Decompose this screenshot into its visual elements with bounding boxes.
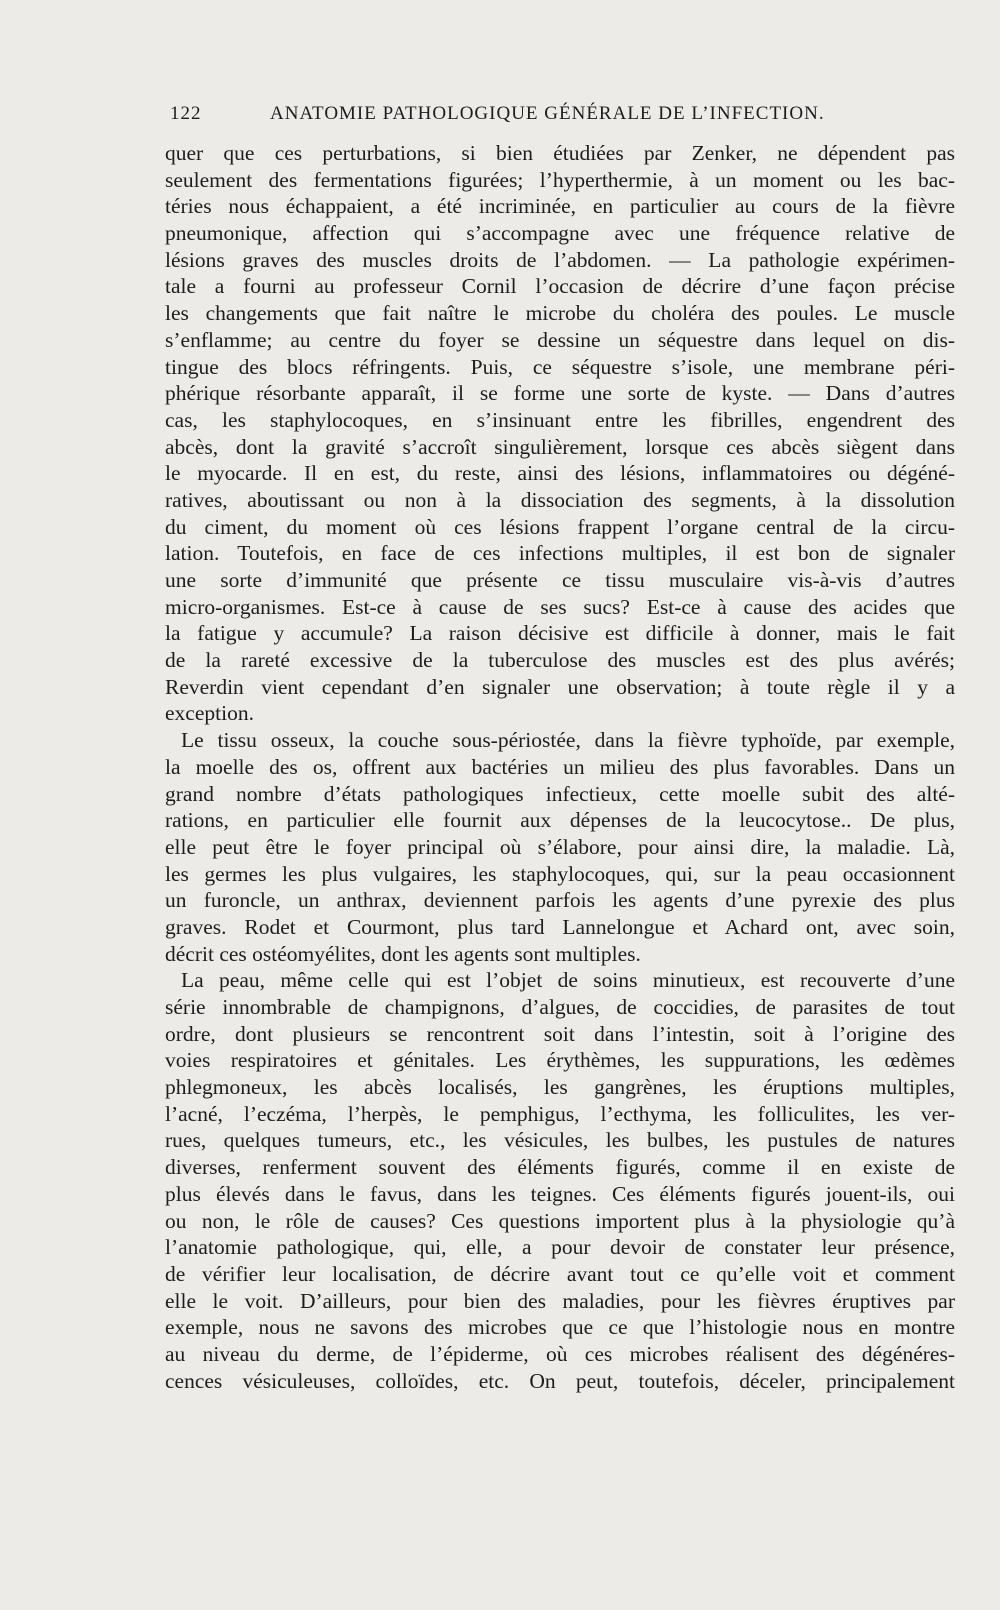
text-line: elle le voit. D’ailleurs, pour bien des maladies, pour les fièvres éruptives par bbox=[165, 1288, 955, 1313]
text-line: rations, en particulier elle fournit aux dépenses de la leucocytose.. De plus, bbox=[165, 808, 955, 833]
text-line: de vérifier leur localisation, de décrire avant tout ce qu’elle voit et comment bbox=[165, 1261, 955, 1286]
text-line: grand nombre d’états pathologiques infectieux, cette moelle subit des alté- bbox=[165, 781, 955, 806]
text-line: ou non, le rôle de causes? Ces questions importent plus à la physiologie qu’à bbox=[165, 1208, 955, 1233]
text-line: ratives, aboutissant ou non à la dissociation des segments, à la dissolution bbox=[165, 487, 955, 512]
text-line: diverses, renferment souvent des éléments figurés, comme il en existe de bbox=[165, 1155, 955, 1180]
text-line: l’anatomie pathologique, qui, elle, a pour devoir de constater leur présence, bbox=[165, 1235, 955, 1260]
text-line: téries nous échappaient, a été incriminée, en particulier au cours de la fièvre bbox=[165, 194, 955, 219]
text-line: l’acné, l’eczéma, l’herpès, le pemphigus, l’ecthyma, les folliculites, les ver- bbox=[165, 1101, 955, 1126]
text-line: abcès, dont la gravité s’accroît singulièrement, lorsque ces abcès siègent dans bbox=[165, 434, 955, 459]
text-line: un furoncle, un anthrax, deviennent parfois les agents d’une pyrexie des plus bbox=[165, 888, 955, 913]
text-line: ordre, dont plusieurs se rencontrent soit dans l’intestin, soit à l’origine des bbox=[165, 1021, 955, 1046]
text-line: le myocarde. Il en est, du reste, ainsi des lésions, inflammatoires ou dégéné- bbox=[165, 461, 955, 486]
text-line: micro-organismes. Est-ce à cause de ses sucs? Est-ce à cause des acides que bbox=[165, 594, 955, 619]
text-line: de la rareté excessive de la tuberculose des muscles est des plus avérés; bbox=[165, 648, 955, 673]
running-title: ANATOMIE PATHOLOGIQUE GÉNÉRALE DE L’INFECTION. bbox=[270, 103, 825, 124]
text-line: la fatigue y accumule? La raison décisive est difficile à donner, mais le fait bbox=[165, 621, 955, 646]
text-line: les changements que fait naître le microbe du choléra des poules. Le muscle bbox=[165, 301, 955, 326]
text-line: plus élevés dans le favus, dans les teignes. Ces éléments figurés jouent-ils, oui bbox=[165, 1181, 955, 1206]
text-line: décrit ces ostéomyélites, dont les agents sont multiples. bbox=[165, 941, 641, 966]
text-line: au niveau du derme, de l’épiderme, où ces microbes réalisent des dégénéres- bbox=[165, 1341, 955, 1366]
text-line: tingue des blocs réfringents. Puis, ce séquestre s’isole, une membrane péri- bbox=[165, 354, 955, 379]
text-line: graves. Rodet et Courmont, plus tard Lannelongue et Achard ont, avec soin, bbox=[165, 914, 955, 939]
text-line: tale a fourni au professeur Cornil l’occasion de décrire d’une façon précise bbox=[165, 274, 955, 299]
page-number: 122 bbox=[170, 103, 202, 124]
text-line: les germes les plus vulgaires, les staphylocoques, qui, sur la peau occasionnent bbox=[165, 861, 955, 886]
text-line: cas, les staphylocoques, en s’insinuant entre les fibrilles, engendrent des bbox=[165, 407, 955, 432]
text-line: lésions graves des muscles droits de l’abdomen. — La pathologie expérimen- bbox=[165, 247, 955, 272]
text-line: phlegmoneux, les abcès localisés, les gangrènes, les éruptions multiples, bbox=[165, 1075, 955, 1100]
text-line: du ciment, du moment où ces lésions frappent l’organe central de la circu- bbox=[165, 514, 955, 539]
text-line: seulement des fermentations figurées; l’hyperthermie, à un moment ou les bac- bbox=[165, 167, 955, 192]
text-line: Le tissu osseux, la couche sous-périostée, dans la fièvre typhoïde, par exemple, bbox=[181, 728, 955, 753]
page-header bbox=[170, 103, 960, 125]
text-line: exemple, nous ne savons des microbes que ce que l’histologie nous en montre bbox=[165, 1315, 955, 1340]
text-line: cences vésiculeuses, colloïdes, etc. On peut, toutefois, déceler, principalement bbox=[165, 1368, 955, 1393]
text-line: pneumonique, affection qui s’accompagne avec une fréquence relative de bbox=[165, 221, 955, 246]
text-line: phérique résorbante apparaît, il se forme une sorte de kyste. — Dans d’autres bbox=[165, 381, 955, 406]
text-line: s’enflamme; au centre du foyer se dessine un séquestre dans lequel on dis- bbox=[165, 327, 955, 352]
body-text bbox=[165, 140, 955, 1394]
text-line: série innombrable de champignons, d’algues, de coccidies, de parasites de tout bbox=[165, 995, 955, 1019]
text-line: La peau, même celle qui est l’objet de soins minutieux, est recouverte d’une bbox=[181, 968, 955, 993]
text-line: quer que ces perturbations, si bien étudiées par Zenker, ne dépendent pas bbox=[165, 141, 955, 165]
text-line: elle peut être le foyer principal où s’élabore, pour ainsi dire, la maladie. Là, bbox=[165, 834, 955, 859]
text-line: lation. Toutefois, en face de ces infections multiples, il est bon de signaler bbox=[165, 541, 955, 566]
text-line: voies respiratoires et génitales. Les érythèmes, les suppurations, les œdèmes bbox=[165, 1048, 955, 1073]
text-line: Reverdin vient cependant d’en signaler une observation; à toute règle il y a bbox=[165, 674, 955, 699]
text-line: la moelle des os, offrent aux bactéries un milieu des plus favorables. Dans un bbox=[165, 754, 955, 779]
text-line: une sorte d’immunité que présente ce tissu musculaire vis-à-vis d’autres bbox=[165, 568, 955, 592]
text-line: exception. bbox=[165, 701, 254, 726]
text-line: rues, quelques tumeurs, etc., les vésicules, les bulbes, les pustules de natures bbox=[165, 1128, 955, 1153]
